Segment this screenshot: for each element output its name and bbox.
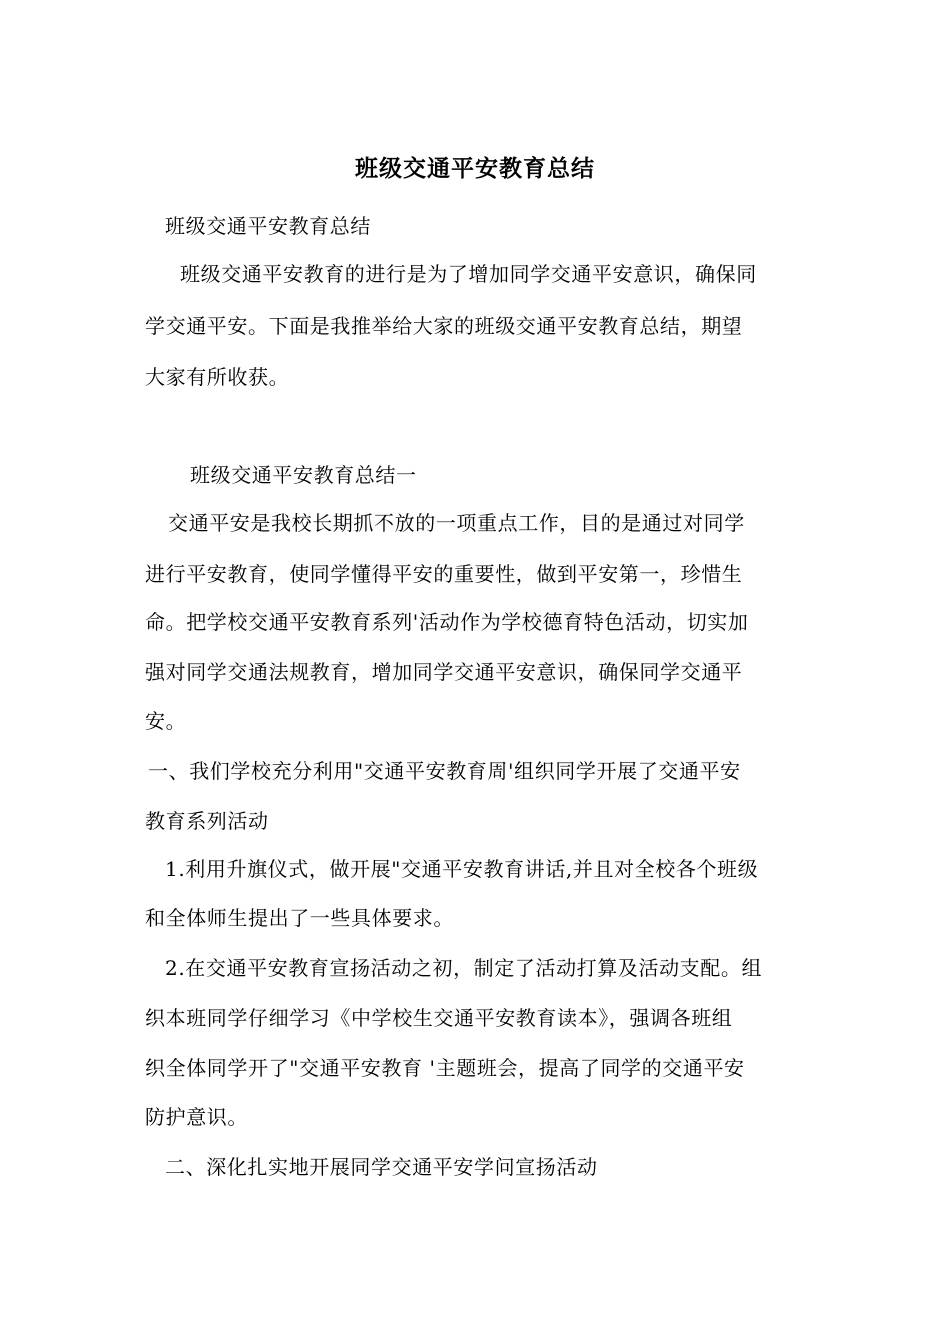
paragraph-line: 防护意识。	[145, 1105, 248, 1129]
paragraph-line: 班级交通平安教育的进行是为了增加同学交通平安意识，确保同	[180, 262, 757, 286]
paragraph-line: 2.在交通平安教育宣扬活动之初，制定了活动打算及活动支配。组	[165, 956, 763, 980]
section-heading: 二、深化扎实地开展同学交通平安学问宣扬活动	[165, 1155, 598, 1179]
paragraph-line: 命。把学校交通平安教育系列'活动作为学校德育特色活动，切实加	[145, 610, 749, 634]
paragraph-line: 学交通平安。下面是我推举给大家的班级交通平安教育总结，期望	[145, 314, 743, 338]
paragraph-line: 1.利用升旗仪式，做开展"交通平安教育讲话,并且对全校各个班级	[165, 857, 759, 881]
paragraph-line: 强对同学交通法规教育，增加同学交通平安意识，确保同学交通平	[145, 660, 743, 684]
paragraph-line: 进行平安教育，使同学懂得平安的重要性，做到平安第一，珍惜生	[145, 562, 743, 586]
paragraph-line: 大家有所收获。	[145, 365, 290, 389]
paragraph-line: 和全体师生提出了一些具体要求。	[145, 906, 454, 930]
paragraph-line: 织本班同学仔细学习《中学校生交通平安教育读本》，强调各班组	[145, 1006, 733, 1030]
subtitle-line: 班级交通平安教育总结	[165, 214, 371, 238]
paragraph-line: 安。	[145, 709, 187, 733]
paragraph-line: 一、我们学校充分利用"交通平安教育周'组织同学开展了交通平安	[148, 759, 741, 783]
paragraph-line: 交通平安是我校长期抓不放的一项重点工作，目的是通过对同学	[168, 511, 745, 535]
paragraph-line: 织全体同学开了"交通平安教育 '主题班会，提高了同学的交通平安	[145, 1056, 745, 1080]
document-title: 班级交通平安教育总结	[355, 155, 595, 182]
section-heading: 班级交通平安教育总结一	[190, 463, 417, 487]
paragraph-line: 教育系列活动	[145, 809, 269, 833]
